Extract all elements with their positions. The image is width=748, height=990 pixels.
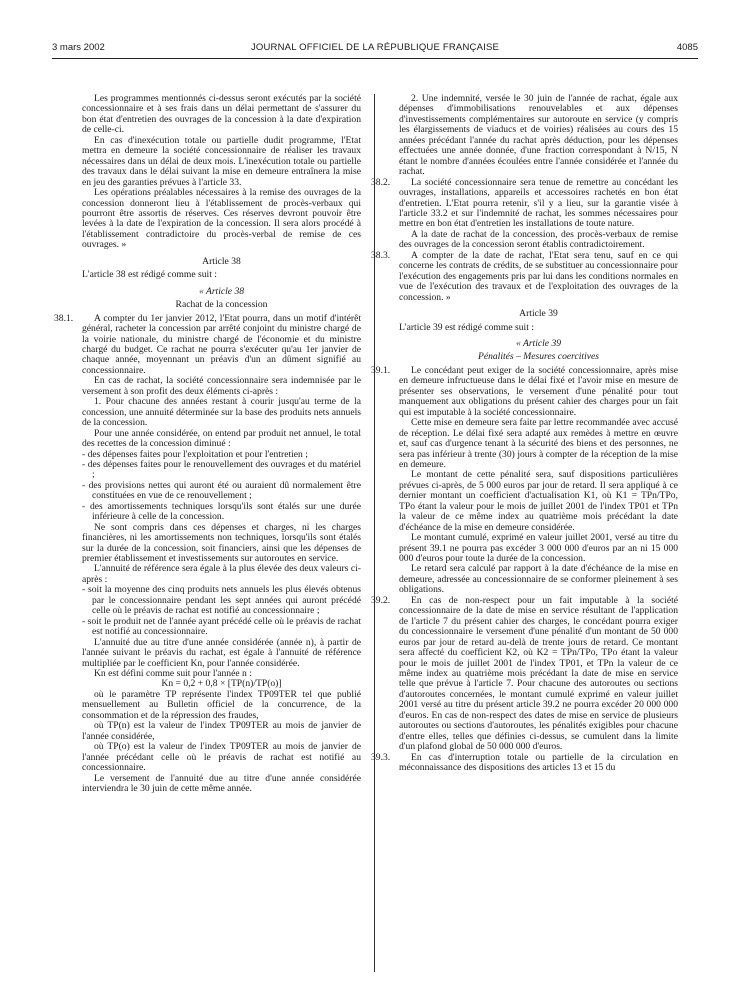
list-item: - des dépenses faites pour le renouvellement des ouvrages et du matériel ; bbox=[82, 458, 361, 481]
paragraph: Pour une année considérée, on entend par produit net annuel, le total des recettes de la concession diminué : bbox=[82, 427, 361, 450]
clause-39-2 bbox=[371, 594, 678, 753]
article-intro: L'article 39 est rédigé comme suit : bbox=[399, 321, 534, 333]
article-intro: L'article 38 est rédigé comme suit : bbox=[82, 269, 217, 281]
list-item: - des dépenses faites pour l'exploitation et pour l'entretien ; bbox=[82, 448, 308, 460]
clause-38-1 bbox=[54, 312, 361, 377]
clause-38-2 bbox=[371, 176, 678, 230]
paragraph: En cas de rachat, la société concessionnaire sera indemnisée par le versement à son profit des deux éléments ci-après : bbox=[82, 375, 361, 397]
right-column bbox=[371, 93, 678, 774]
page-number: 4085 bbox=[676, 42, 698, 53]
list-item: - soit le produit net de l'année ayant précédé celle où le préavis de rachat est notifié au concessionnaire. bbox=[82, 615, 361, 638]
header-rule bbox=[52, 58, 698, 59]
paragraph: 2. Une indemnité, versée le 30 juin de l'année de rachat, égale aux dépenses d'immobilisations renouvelables et aux dépenses d'investissements complémentaires sur autoroute en service (y compris les élargissements de viaducs et de voiries) réalisées au cours des 15 années précédant l'année du rachat après déduction, pour les dépenses effectuées une année donnée, d'une fraction correspondant à N/15, N étant le nombre d'années écoulées entre l'année considérée et l'année du rachat. bbox=[399, 93, 678, 178]
paragraph: L'annuité de référence sera égale à la plus élevée des deux valeurs ci-après : bbox=[82, 563, 361, 585]
paragraph: En cas d'interruption totale ou partielle de la circulation en méconnaissance des dispositions des articles 13 et 15 du bbox=[399, 751, 678, 774]
paragraph: où TP(n) est la valeur de l'index TP09TER au mois de janvier de l'année considérée, bbox=[82, 720, 361, 742]
paragraph: Le versement de l'annuité due au titre d'une année considérée interviendra le 30 juin de cette même année. bbox=[82, 772, 361, 794]
clause-number: 39.1. bbox=[371, 364, 391, 376]
clause-38-3 bbox=[371, 249, 678, 303]
article-quote-heading: « Article 38 bbox=[198, 285, 245, 297]
journal-title: JOURNAL OFFICIEL DE LA RÉPUBLIQUE FRANÇAISE bbox=[250, 42, 500, 53]
paragraph: Le concédant peut exiger de la société concessionnaire, après mise en demeure infructueuse dans le délai fixé et l'avoir mise en mesure de présenter ses observations, le versement d'une pénalité pour tout manquement aux obligations du présent cahier des charges pour un fait qui est imputable à la société concessionnaire. bbox=[399, 364, 678, 418]
paragraph: A la date de rachat de la concession, des procès-verbaux de remise des ouvrages de la concession seront établis contradictoirement. bbox=[399, 228, 678, 251]
article-title: Rachat de la concession bbox=[175, 299, 268, 311]
clause-number: 38.2. bbox=[371, 176, 391, 188]
clause-number: 38.1. bbox=[54, 312, 74, 324]
clause-number: 39.3. bbox=[371, 751, 391, 763]
left-column bbox=[54, 93, 361, 794]
clause-39-1 bbox=[371, 364, 678, 418]
paragraph: L'annuité due au titre d'une année considérée (année n), à partir de l'année suivant le préavis du rachat, est égale à l'annuité de référence multipliée par le coefficient Kn, pour l'année considérée. bbox=[82, 636, 361, 669]
paragraph: Les programmes mentionnés ci-dessus seront exécutés par la société concessionnaire et à ses frais dans un délai permettant de s'assurer du bon état d'entretien des ouvrages de la concession à la date d'expiration de celle-ci. bbox=[82, 93, 361, 136]
paragraph: où le paramètre TP représente l'index TP09TER tel que publié mensuellement au Bulletin officiel de la concurrence, de la consommation et de la répression des fraudes, bbox=[82, 688, 361, 721]
paragraph: La société concessionnaire sera tenue de remettre au concédant les ouvrages, installations, appareils et accessoires rachetés en bon état d'entretien. L'Etat pourra retenir, s'il y a lieu, sur la garantie visée à l'article 33.2 et sur l'indemnité de rachat, les sommes nécessaires pour mettre en bon état d'entretien les installations de toute nature. bbox=[399, 176, 678, 230]
paragraph: Les opérations préalables nécessaires à la remise des ouvrages de la concession donneront lieu à l'établissement de procès-verbaux qui pourront être assortis de réserves. Ces réserves devront pouvoir être levées à la date de l'expiration de la concession. Il sera alors procédé à l'établissement contradictoire du procès-verbal de remise de ces ouvrages. » bbox=[82, 187, 361, 251]
formula: Kn = 0,2 + 0,8 × [TP(n)/TP(o)] bbox=[161, 678, 282, 690]
paragraph: A compter du 1er janvier 2012, l'Etat pourra, dans un motif d'intérêt général, racheter la concession par arrêté conjoint du ministre chargé de la voirie nationale, du ministre chargé de l'économie et du ministre chargé du budget. Ce rachat ne pourra s'exécuter qu'au 1er janvier de chaque année, moyennant un préavis d'un an dûment signifié au concessionnaire. bbox=[82, 312, 361, 376]
clause-number: 38.3. bbox=[371, 249, 391, 261]
list-item: - soit la moyenne des cinq produits nets annuels les plus élevés obtenus par le concessionnaire pendant les sept années qui auront précédé celle où le préavis de rachat est notifié au concessionnaire ; bbox=[82, 584, 361, 617]
clause-number: 39.2. bbox=[371, 594, 391, 606]
paragraph: Le retard sera calculé par rapport à la date d'échéance de la mise en demeure, adressée au concessionnaire de se conformer pleinement à ses obligations. bbox=[399, 563, 678, 596]
article-heading: Article 39 bbox=[519, 308, 558, 320]
clause-39-3 bbox=[371, 751, 678, 774]
paragraph: Cette mise en demeure sera faite par lettre recommandée avec accusé de réception. Le délai fixé sera adapté aux remèdes à mettre en œuvre et, sauf cas d'urgence tenant à la sécurité des biens et des personnes, ne sera pas inférieur à trente (30) jours à compter de la réception de la mise en demeure. bbox=[399, 417, 678, 470]
list-item: - des amortissements techniques lorsqu'ils sont étalés sur une durée inférieure à celle de la concession. bbox=[82, 500, 361, 523]
issue-date: 3 mars 2002 bbox=[52, 42, 105, 53]
paragraph: En cas de non-respect pour un fait imputable à la société concessionnaire de la date de mise en service résultant de l'application de l'article 7 du présent cahier des charges, le concédant pourra exiger du concessionnaire le versement d'une pénalité d'un montant de 50 000 euros par jour de retard au-delà de trente jours de retard. Ce montant sera affecté du coefficient K2, où K2 = TPn/TPo, TPo étant la valeur pour le mois de juillet 2001 de l'index TP01, et TPn la valeur de ce même index au quatrième mois précédant la date de mise en service telle que prévue à l'article 7. Pour chacune des autoroutes ou sections d'autoroutes concernées, le montant cumulé exprimé en valeur juillet 2001 versé au titre du présent article 39.2 ne pourra excéder 20 000 000 d'euros. En cas de non-respect des dates de mise en service de plusieurs autoroutes ou sections d'autoroutes, les pénalités exigibles pour chacune d'entre elles, telles que définies ci-dessus, se cumulent dans la limite d'un plafond global de 50 000 000 d'euros. bbox=[399, 594, 678, 753]
article-title: Pénalités – Mesures coercitives bbox=[477, 351, 600, 363]
paragraph: En cas d'inexécution totale ou partielle dudit programme, l'Etat mettra en demeure la société concessionnaire de réaliser les travaux nécessaires dans un délai de deux mois. L'inexécution totale ou partielle des travaux dans le délai suivant la mise en demeure entraînera la mise en jeu des garanties prévues à l'article 33. bbox=[82, 134, 361, 188]
paragraph: A compter de la date de rachat, l'Etat sera tenu, sauf en ce qui concerne les contrats de crédits, de se substituer au concessionnaire pour l'exécution des engagements pris par lui dans les conditions normales en vue de l'exécution des travaux et de l'exploitation des ouvrages de la concession. » bbox=[399, 249, 678, 303]
paragraph: où TP(o) est la valeur de l'index TP09TER au mois de janvier de l'année précédant celle où le préavis de rachat est notifié au concessionnaire. bbox=[82, 741, 361, 774]
article-quote-heading: « Article 39 bbox=[515, 337, 562, 349]
paragraph: Ne sont compris dans ces dépenses et charges, ni les charges financières, ni les amortissements non techniques, lorsqu'ils sont étalés sur la durée de la concession, soit financiers, ainsi que les dépenses de premier établissement et investissements sur autoroutes en service. bbox=[82, 521, 361, 565]
paragraph: Le montant de cette pénalité sera, sauf dispositions particulières prévues ci-après, de 5 000 euros par jour de retard. Il sera appliqué à ce dernier montant un coefficient d'actualisation K1, où K1 = TPn/TPo, TPo étant la valeur pour le mois de juillet 2001 de l'index TP01 et TPn la valeur de ce même index au quatrième mois précédant la date d'échéance de la mise en demeure considérée. bbox=[399, 469, 678, 533]
paragraph: 1. Pour chacune des années restant à courir jusqu'au terme de la concession, une annuité déterminée sur la base des produits nets annuels de la concession. bbox=[82, 396, 361, 429]
paragraph: Le montant cumulé, exprimé en valeur juillet 2001, versé au titre du présent 39.1 ne pourra pas excéder 3 000 000 d'euros par an ni 15 000 000 d'euros pour toute la durée de la concession. bbox=[399, 532, 678, 565]
page-header bbox=[52, 42, 698, 56]
paragraph: Kn est défini comme suit pour l'année n : bbox=[94, 668, 252, 680]
list-item: - des provisions nettes qui auront été ou auraient dû normalement être constituées en vue de ce renouvellement ; bbox=[82, 479, 361, 502]
article-heading: Article 38 bbox=[202, 255, 241, 267]
column-separator bbox=[374, 94, 375, 972]
